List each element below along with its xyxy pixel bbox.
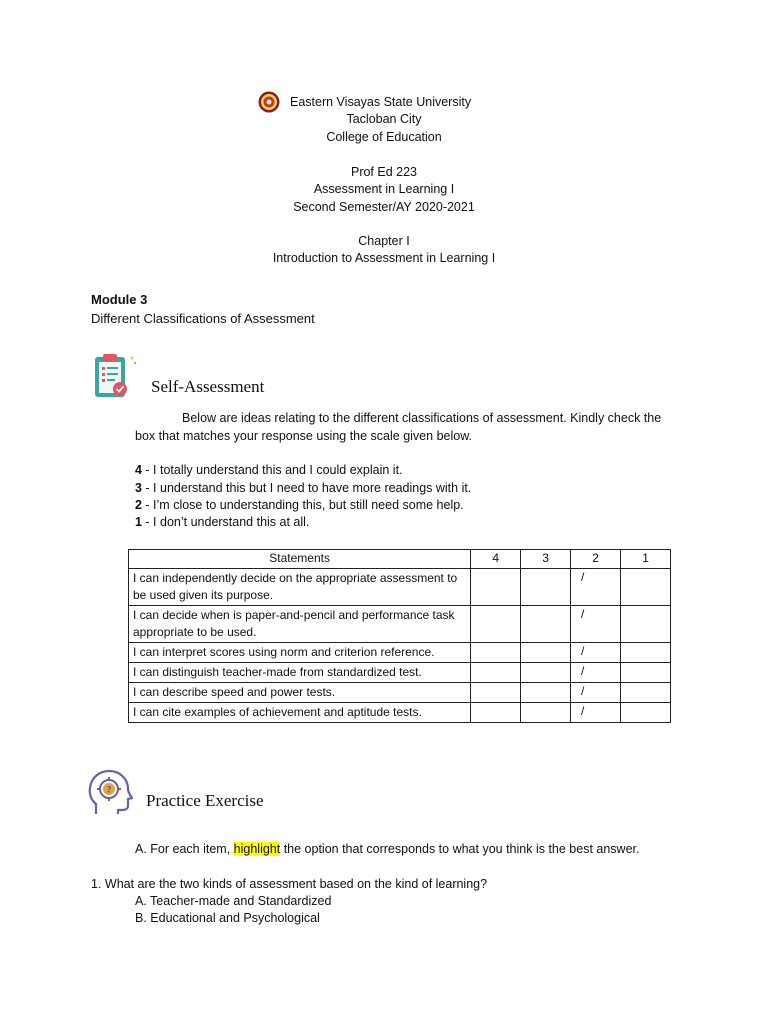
header-statements: Statements [129, 550, 471, 569]
check-cell-2[interactable]: / [571, 703, 621, 723]
header-2: 2 [571, 550, 621, 569]
statement-cell: I can decide when is paper-and-pencil and performance task appropriate to be used. [129, 606, 471, 643]
practice-icon-wrap [87, 768, 133, 820]
statement-cell: I can cite examples of achievement and aptitude tests. [129, 703, 471, 723]
question-1: 1. What are the two kinds of assessment based on the kind of learning? [91, 877, 488, 891]
table-row [129, 703, 671, 723]
check-cell-3[interactable] [521, 606, 571, 643]
semester: Second Semester/AY 2020-2021 [293, 200, 475, 214]
table-row [129, 643, 671, 663]
university-seal-icon [258, 91, 280, 113]
check-cell-3[interactable] [521, 569, 571, 606]
module-title: Different Classifications of Assessment [91, 311, 315, 326]
check-cell-1[interactable] [621, 643, 671, 663]
check-cell-2[interactable]: / [571, 683, 621, 703]
chapter: Chapter I [358, 234, 410, 248]
check-cell-2[interactable]: / [571, 643, 621, 663]
check-cell-2[interactable]: / [571, 606, 621, 643]
check-cell-1[interactable] [621, 703, 671, 723]
header-4: 4 [471, 550, 521, 569]
check-cell-4[interactable] [471, 663, 521, 683]
check-cell-4[interactable] [471, 569, 521, 606]
scale-item: 2 - I’m close to understanding this, but still need some help. [135, 498, 464, 512]
check-cell-4[interactable] [471, 606, 521, 643]
header-3: 3 [521, 550, 571, 569]
chapter-title: Introduction to Assessment in Learning I [272, 251, 496, 265]
check-cell-4[interactable] [471, 703, 521, 723]
practice-title: Practice Exercise [146, 791, 264, 810]
check-cell-4[interactable] [471, 683, 521, 703]
table-row [129, 606, 671, 643]
statement-cell: I can interpret scores using norm and criterion reference. [129, 643, 471, 663]
check-cell-1[interactable] [621, 663, 671, 683]
check-cell-1[interactable] [621, 606, 671, 643]
clipboard-checklist-icon [92, 352, 138, 402]
course-code: Prof Ed 223 [350, 165, 417, 179]
module-label: Module 3 [91, 292, 148, 307]
check-cell-2[interactable]: / [571, 663, 621, 683]
scale-item: 4 - I totally understand this and I could explain it. [135, 463, 403, 477]
table-header-row [129, 550, 671, 569]
svg-text:?: ? [106, 785, 112, 796]
statement-cell: I can describe speed and power tests. [129, 683, 471, 703]
university-logo [258, 91, 280, 113]
self-assessment-table [128, 549, 671, 723]
course-title: Assessment in Learning I [313, 182, 455, 196]
check-cell-3[interactable] [521, 703, 571, 723]
university-name: Eastern Visayas State University [290, 95, 472, 109]
highlight-word: highlight [233, 842, 281, 856]
scale-item: 1 - I don’t understand this at all. [135, 515, 310, 529]
check-cell-1[interactable] [621, 569, 671, 606]
question-1-option-b[interactable]: B. Educational and Psychological [135, 911, 320, 925]
header-1: 1 [621, 550, 671, 569]
statement-cell: I can independently decide on the appropriate assessment to be used given its purpose. [129, 569, 471, 606]
statement-cell: I can distinguish teacher-made from standardized test. [129, 663, 471, 683]
check-cell-1[interactable] [621, 683, 671, 703]
intro-line-1: Below are ideas relating to the different classifications of assessment. Kindly check the [182, 411, 662, 425]
self-assessment-title: Self-Assessment [151, 377, 265, 396]
table-row [129, 569, 671, 606]
practice-instruction: A. For each item, highlight the option that corresponds to what you think is the best answer. [135, 842, 640, 856]
college: College of Education [326, 130, 442, 144]
self-assessment-icon-wrap [92, 352, 138, 402]
check-cell-3[interactable] [521, 643, 571, 663]
city: Tacloban City [346, 112, 422, 126]
check-cell-2[interactable]: / [571, 569, 621, 606]
head-question-icon [87, 768, 133, 820]
check-cell-3[interactable] [521, 663, 571, 683]
scale-item: 3 - I understand this but I need to have more readings with it. [135, 481, 472, 495]
table-row [129, 683, 671, 703]
question-1-option-a[interactable]: A. Teacher-made and Standardized [135, 894, 332, 908]
check-cell-3[interactable] [521, 683, 571, 703]
table-row [129, 663, 671, 683]
intro-line-2: box that matches your response using the scale given below. [135, 429, 473, 443]
check-cell-4[interactable] [471, 643, 521, 663]
